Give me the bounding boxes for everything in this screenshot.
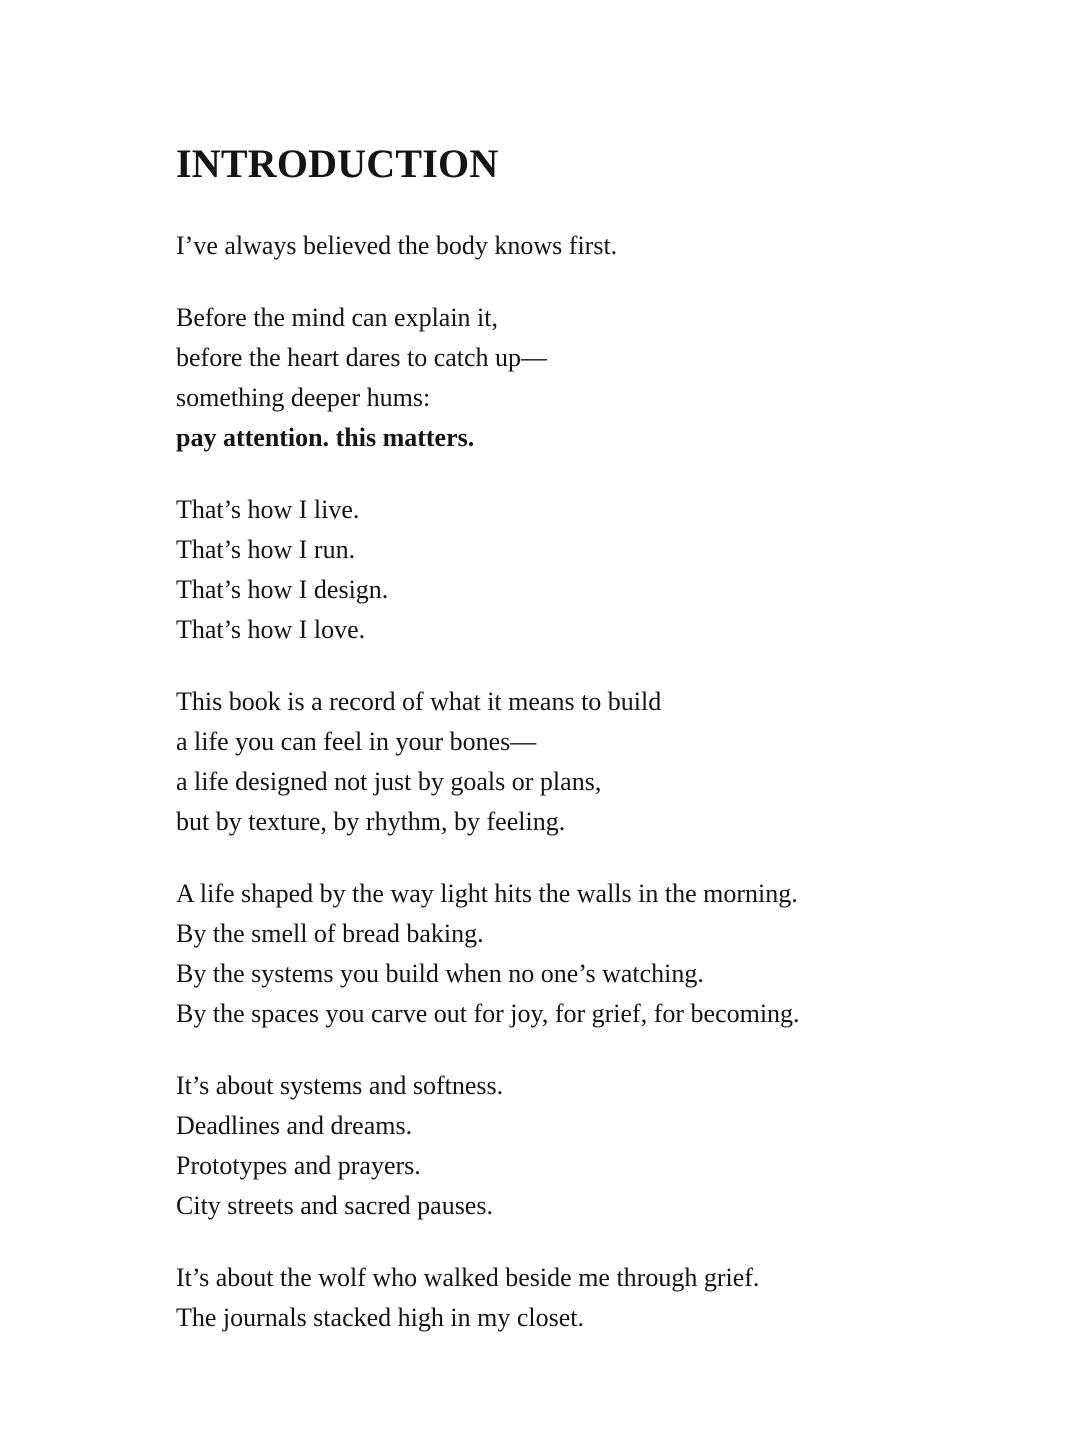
text-line: A life shaped by the way light hits the walls in the morning.: [176, 879, 798, 908]
text-line: It’s about systems and softness.: [176, 1071, 504, 1100]
stanza: [176, 682, 1016, 842]
stanza: [176, 490, 1016, 650]
text-line: By the spaces you carve out for joy, for grief, for becoming.: [176, 999, 800, 1028]
text-line: That’s how I love.: [176, 615, 366, 644]
text-line: That’s how I run.: [176, 535, 356, 564]
stanza: [176, 874, 1016, 1034]
text-line: By the systems you build when no one’s watching.: [176, 959, 704, 988]
text-line: Before the mind can explain it,: [176, 303, 499, 332]
stanza: [176, 1066, 1016, 1226]
stanza: [176, 1258, 1016, 1338]
text-line: This book is a record of what it means to build: [176, 687, 662, 716]
text-line: Deadlines and dreams.: [176, 1111, 413, 1140]
text-line: It’s about the wolf who walked beside me through grief.: [176, 1263, 760, 1292]
text-line: That’s how I live.: [176, 495, 360, 524]
page-content: [176, 138, 1016, 1338]
stanza: [176, 298, 1016, 458]
text-line: City streets and sacred pauses.: [176, 1191, 493, 1220]
emphasis-line: pay attention. this matters.: [176, 423, 475, 452]
text-line: The journals stacked high in my closet.: [176, 1303, 584, 1332]
text-line: before the heart dares to catch up—: [176, 343, 548, 372]
text-line: a life you can feel in your bones—: [176, 727, 537, 756]
text-line: a life designed not just by goals or plans,: [176, 767, 602, 796]
text-line: By the smell of bread baking.: [176, 919, 484, 948]
page-title: INTRODUCTION: [176, 141, 499, 186]
text-line: Prototypes and prayers.: [176, 1151, 421, 1180]
text-line: something deeper hums:: [176, 383, 431, 412]
text-line: That’s how I design.: [176, 575, 389, 604]
text-line: I’ve always believed the body knows first.: [176, 231, 618, 260]
stanza: [176, 226, 1016, 266]
text-line: but by texture, by rhythm, by feeling.: [176, 807, 566, 836]
